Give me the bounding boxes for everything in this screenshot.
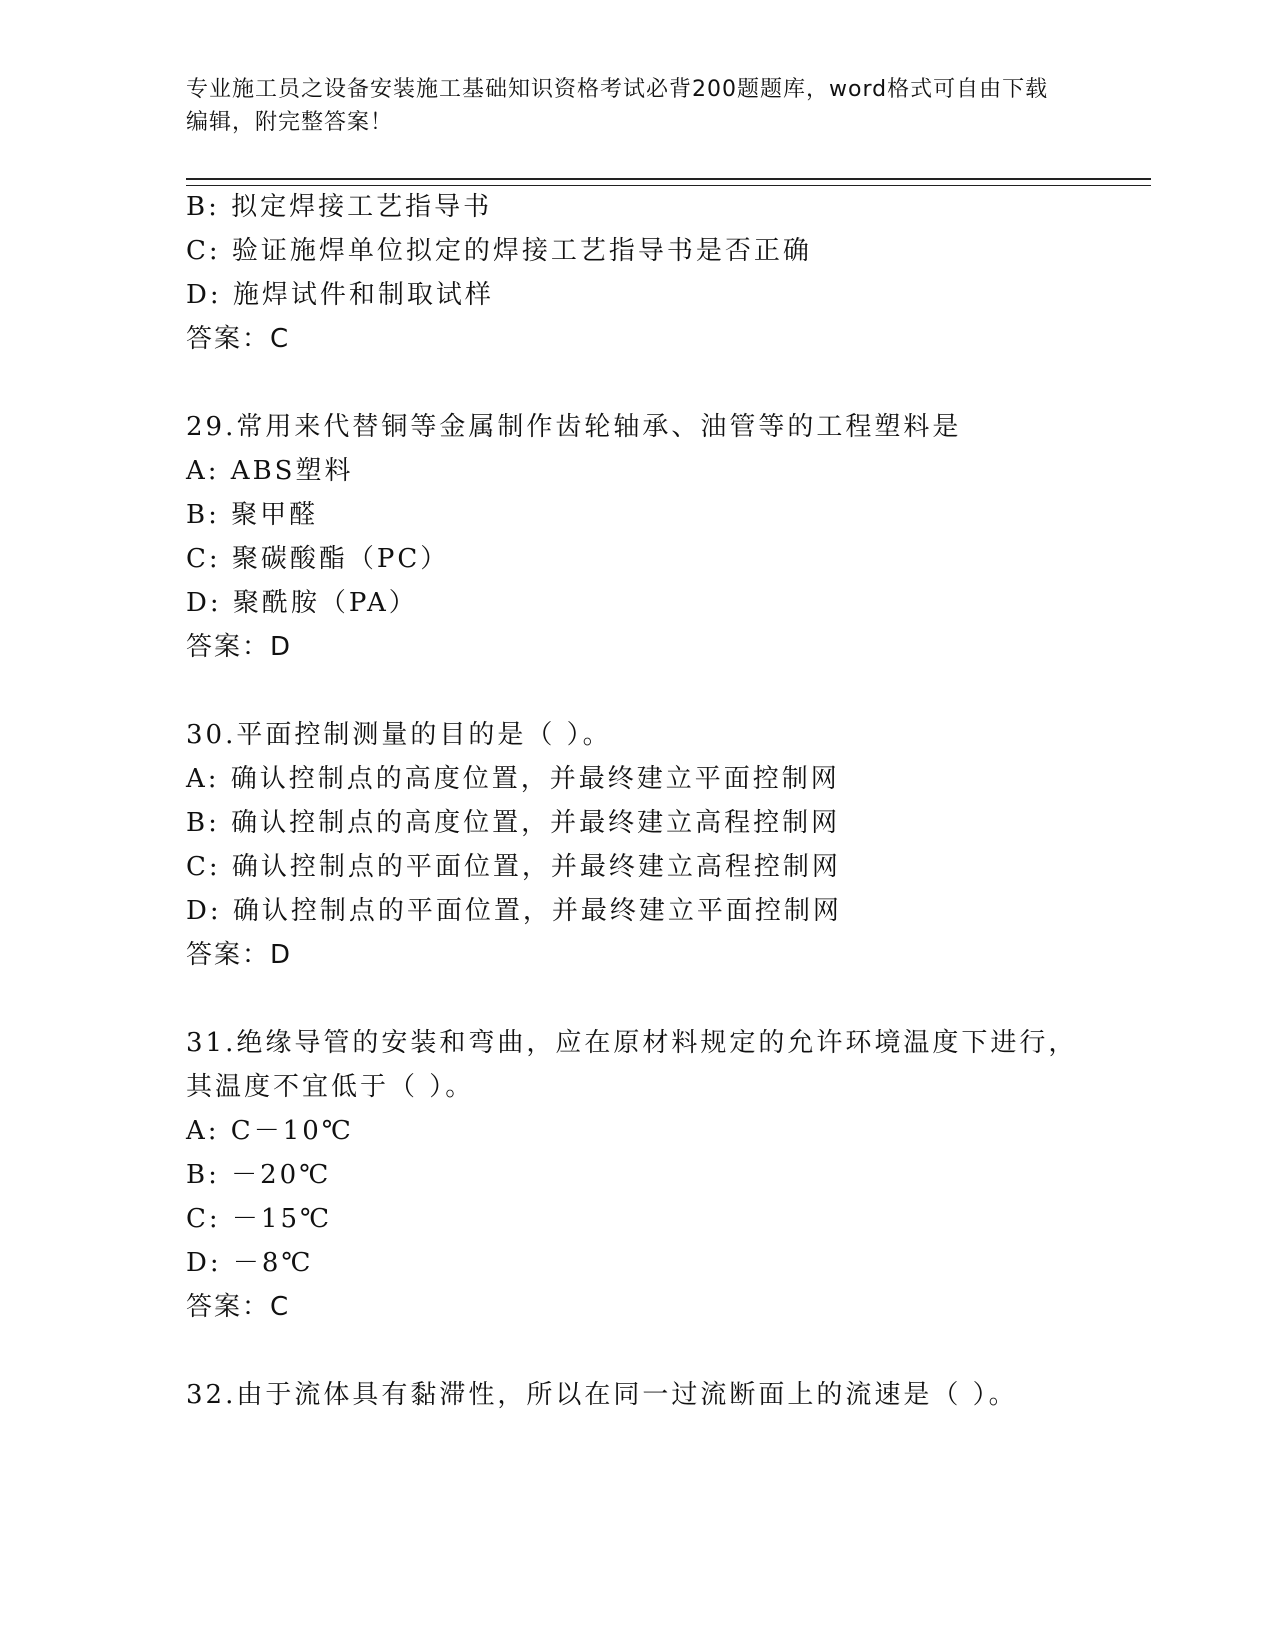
q29-option-a: A: ABS塑料 [186, 456, 354, 486]
q31-question-line2: 其温度不宜低于（ ）。 [186, 1072, 475, 1102]
q31-question-line1: 31.绝缘导管的安装和弯曲，应在原材料规定的允许环境温度下进行， [186, 1028, 1078, 1058]
q28-option-b: B: 拟定焊接工艺指导书 [186, 192, 493, 222]
document-header: 专业施工员之设备安装施工基础知识资格考试必背200题题库，word格式可自由下载编辑，附完整答案！ [186, 77, 1049, 135]
q31-option-d: D: －8℃ [186, 1248, 314, 1278]
q31-option-a: A: C－10℃ [186, 1116, 354, 1146]
q28-option-c: C: 验证施焊单位拟定的焊接工艺指导书是否正确 [186, 236, 812, 266]
q31-answer: 答案：C [186, 1292, 291, 1322]
q31-option-c: C: －15℃ [186, 1204, 333, 1234]
q29-answer: 答案：D [186, 632, 293, 662]
q28-option-d: D: 施焊试件和制取试样 [186, 280, 494, 310]
q28-answer: 答案：C [186, 324, 291, 354]
q30-option-c: C: 确认控制点的平面位置，并最终建立高程控制网 [186, 852, 841, 882]
q29-question: 29.常用来代替铜等金属制作齿轮轴承、油管等的工程塑料是 [186, 412, 962, 442]
q30-option-b: B: 确认控制点的高度位置，并最终建立高程控制网 [186, 808, 841, 838]
q29-option-c: C: 聚碳酸酯（PC） [186, 544, 450, 574]
q29-option-b: B: 聚甲醛 [186, 500, 319, 530]
q30-option-d: D: 确认控制点的平面位置，并最终建立平面控制网 [186, 896, 842, 926]
q32-question: 32.由于流体具有黏滞性，所以在同一过流断面上的流速是（ ）。 [186, 1380, 1018, 1410]
q29-option-d: D: 聚酰胺（PA） [186, 588, 418, 618]
q31-option-b: B: －20℃ [186, 1160, 332, 1190]
header-divider [186, 178, 1151, 186]
q30-question: 30.平面控制测量的目的是（ ）。 [186, 720, 612, 750]
q30-answer: 答案：D [186, 940, 293, 970]
q30-option-a: A: 确认控制点的高度位置，并最终建立平面控制网 [186, 764, 840, 794]
